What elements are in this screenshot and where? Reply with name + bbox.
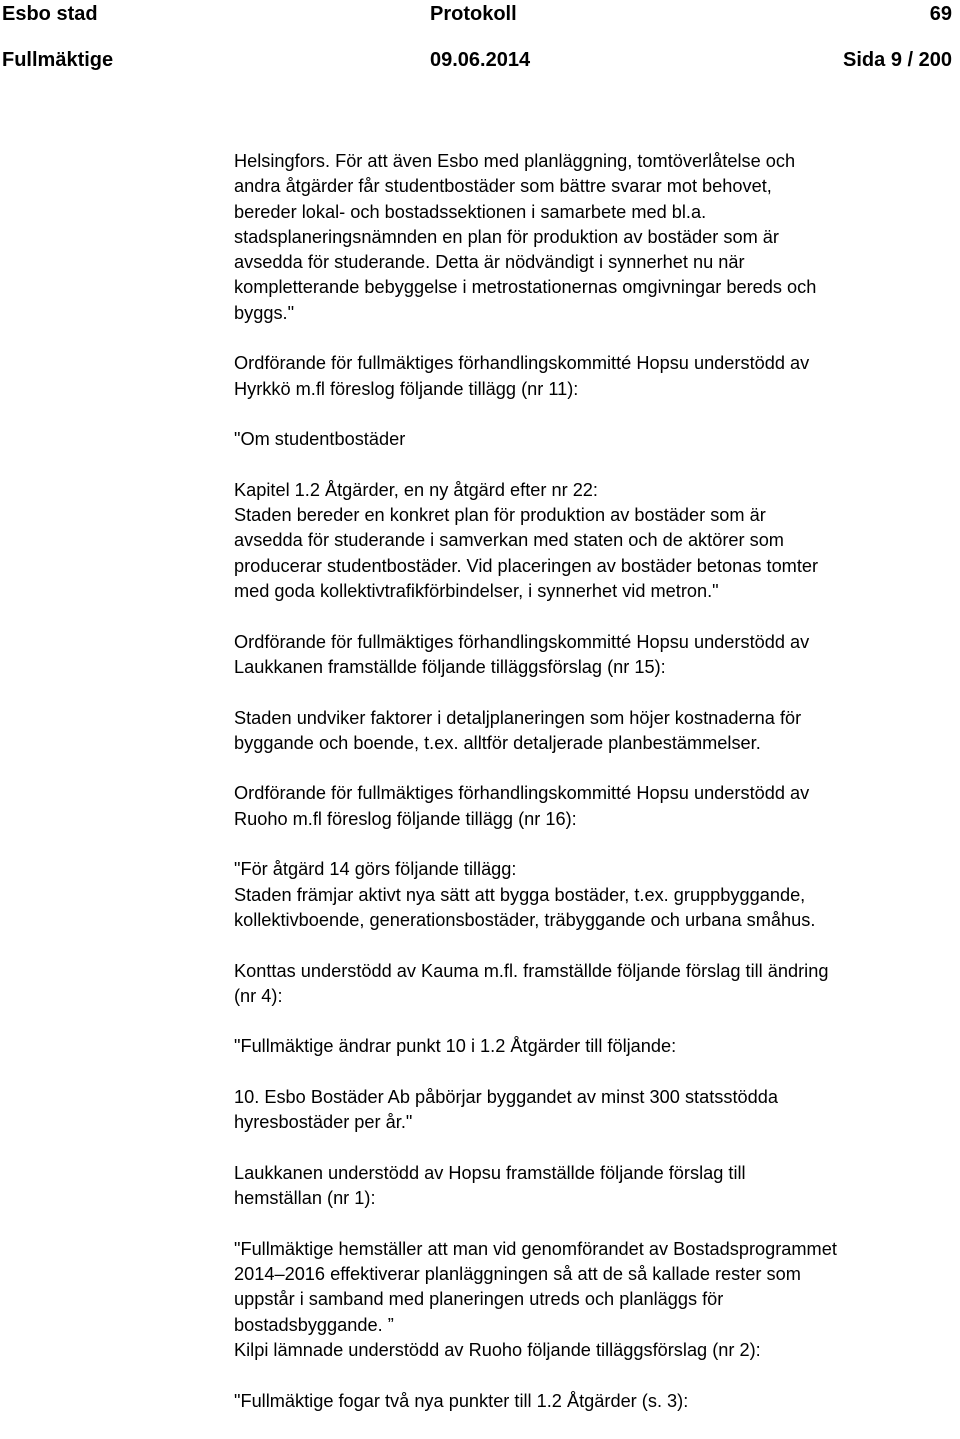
text-line: Helsingfors. För att även Esbo med planläggning, tomtöverlåtelse och (234, 151, 796, 171)
page-header-row-1 (0, 0, 960, 28)
paragraph (234, 1161, 956, 1212)
paragraph (234, 1034, 956, 1059)
document-body (234, 149, 956, 1439)
text-line: byggs." (234, 302, 295, 323)
text-line: stadsplaneringsnämnden en plan för produktion av bostäder som är (234, 226, 779, 247)
paragraph (234, 478, 956, 604)
text-line: byggande och boende, t.ex. alltför detaljerade planbestämmelser. (234, 732, 761, 753)
text-line: avsedda för studerande i samverkan med staten och de aktörer som (234, 530, 784, 551)
paragraph (234, 149, 956, 326)
text-line: (nr 4): (234, 985, 283, 1006)
text-line: Staden bereder en konkret plan för produktion av bostäder som är (234, 505, 766, 526)
text-line: bereder lokal- och bostadssektionen i samarbete med bl.a. (234, 201, 707, 222)
paragraph (234, 781, 956, 832)
paragraph (234, 427, 956, 452)
text-line: "Om studentbostäder (234, 429, 406, 450)
text-line: producerar studentbostäder. Vid placeringen av bostäder betonas tomter (234, 555, 819, 576)
text-line: Laukkanen understödd av Hopsu framställde följande förslag till (234, 1162, 746, 1183)
paragraph (234, 1389, 956, 1414)
page-header-row-2 (0, 46, 960, 74)
text-line: "Fullmäktige hemställer att man vid genomförandet av Bostadsprogrammet (234, 1238, 837, 1259)
paragraph (234, 1085, 956, 1136)
text-line: Kapitel 1.2 Åtgärder, en ny åtgärd efter nr 22: (234, 479, 598, 500)
text-line: avsedda för studerande. Detta är nödvändigt i synnerhet nu när (234, 252, 745, 273)
text-line: "Fullmäktige fogar två nya punkter till 1.2 Åtgärder (s. 3): (234, 1390, 689, 1411)
paragraph (234, 959, 956, 1010)
text-line: hyresbostäder per år." (234, 1112, 413, 1133)
document-type: Protokoll (430, 3, 517, 25)
text-line: uppstår i samband med planeringen utreds och planläggs för (234, 1289, 724, 1310)
text-line: Ruoho m.fl föreslog följande tillägg (nr 16): (234, 808, 577, 829)
text-line: 2014–2016 effektiverar planläggningen så att de så kallade rester som (234, 1264, 801, 1285)
text-line: kollektivboende, generationsbostäder, träbyggande och urbana småhus. (234, 909, 816, 930)
text-line: Ordförande för fullmäktiges förhandlingskommitté Hopsu understödd av (234, 783, 810, 804)
text-line: Konttas understödd av Kauma m.fl. framställde följande förslag till ändring (234, 960, 829, 981)
text-line: Laukkanen framställde följande tilläggsförslag (nr 15): (234, 656, 666, 677)
paragraph (234, 706, 956, 757)
paragraph (234, 630, 956, 681)
text-line: Kilpi lämnade understödd av Ruoho följande tilläggsförslag (nr 2): (234, 1339, 761, 1360)
governing-body: Fullmäktige (2, 49, 114, 71)
text-line: Staden undviker faktorer i detaljplaneringen som höjer kostnaderna för (234, 707, 802, 728)
text-line: bostadsbyggande. ” (234, 1314, 394, 1335)
text-line: 10. Esbo Bostäder Ab påbörjar byggandet av minst 300 statsstödda (234, 1086, 778, 1107)
page-info: Sida 9 / 200 (843, 49, 952, 71)
text-line: "För åtgärd 14 görs följande tillägg: (234, 859, 517, 880)
text-line: andra åtgärder får studentbostäder som bättre svarar mot behovet, (234, 176, 772, 197)
text-line: "Fullmäktige ändrar punkt 10 i 1.2 Åtgärder till följande: (234, 1036, 677, 1057)
paragraph (234, 857, 956, 933)
page-number: 69 (929, 3, 952, 25)
text-line: Staden främjar aktivt nya sätt att bygga bostäder, t.ex. gruppbyggande, (234, 884, 806, 905)
organization-name: Esbo stad (2, 3, 98, 25)
paragraph (234, 351, 956, 402)
text-line: Ordförande för fullmäktiges förhandlingskommitté Hopsu understödd av (234, 353, 810, 374)
paragraph (234, 1237, 956, 1363)
text-line: hemställan (nr 1): (234, 1188, 376, 1209)
text-line: kompletterande bebyggelse i metrostationernas omgivningar bereds och (234, 277, 817, 298)
text-line: Ordförande för fullmäktiges förhandlingskommitté Hopsu understödd av (234, 631, 810, 652)
text-line: Hyrkkö m.fl föreslog följande tillägg (nr 11): (234, 378, 579, 399)
text-line: med goda kollektivtrafikförbindelser, i synnerhet vid metron." (234, 581, 719, 602)
meeting-date: 09.06.2014 (430, 49, 531, 71)
